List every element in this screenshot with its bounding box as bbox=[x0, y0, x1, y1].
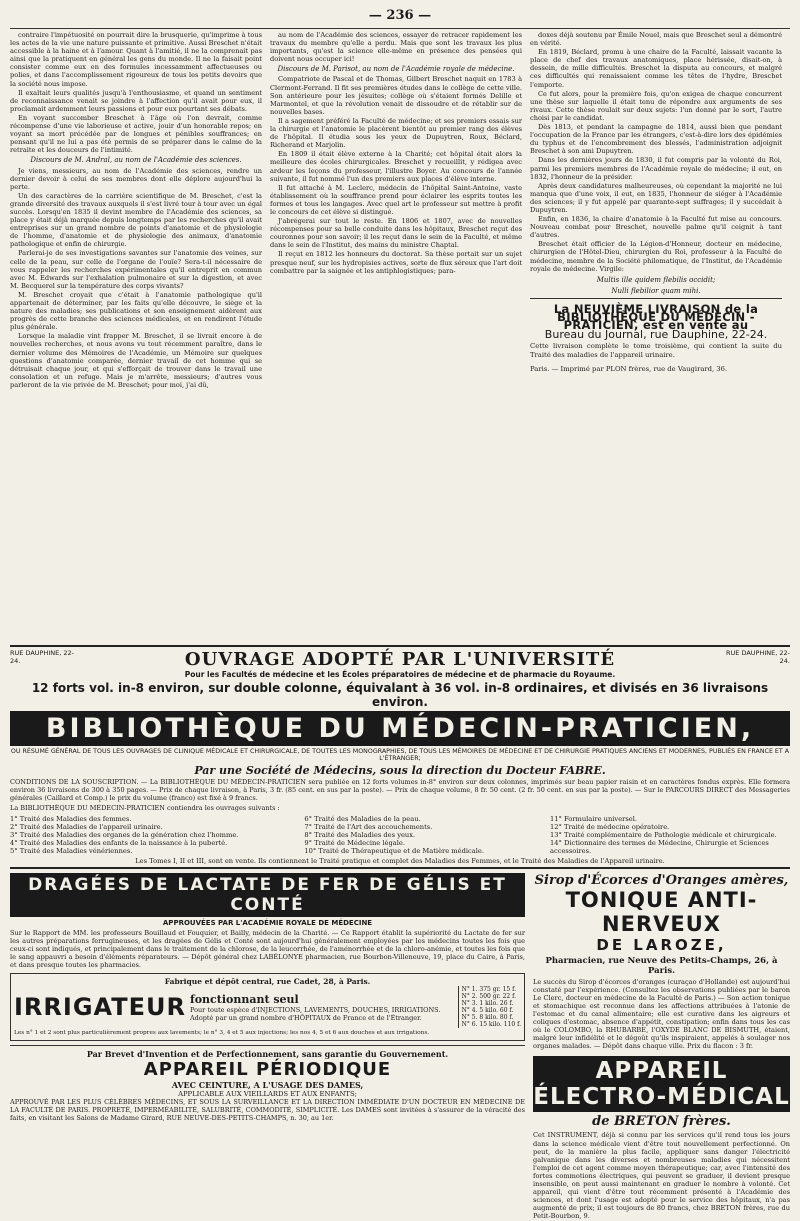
list-item: 5° Traité des Maladies vénériennes. bbox=[10, 847, 133, 856]
price-row: N° 1. 375 gr. 15 f. bbox=[461, 986, 517, 994]
ad-address-left: RUE DAUPHINE, 22-24. bbox=[10, 649, 74, 665]
ad-format: 12 forts vol. in-8 environ, sur double colonne, équivalant à 36 vol. in-8 ordinaires, et divisés en 36 livraisons environ. bbox=[31, 681, 769, 709]
paragraph: Parlerai-je de ses investigations savantes sur l'anatomie des veines, sur celle de la peau, sur celle de l'organe de l'ouïe? Sera-t-il nécessaire de vous rappeler les recherches expérimentales qu'il entreprit en commun avec M. Edwards sur l'exhalation pulmonaire et sur la digestion, et avec M. Becquerel sur la température des corps vivants? bbox=[10, 249, 262, 290]
list-item: 14° Dictionnaire des termes de Médecine, Chirurgie et Sciences accessoires. bbox=[550, 839, 769, 856]
ad-banner: BIBLIOTHÈQUE DU MÉDECIN-PRATICIEN, bbox=[10, 711, 790, 746]
column-left bbox=[10, 31, 262, 641]
paragraph: au nom de l'Académie des sciences, essayer de retracer rapidement les travaux du membre qu'elle a perdu. Mais que sont les travaux les plus importants, qu'est la science elle-même en présence des pensées qui doivent nous occuper ici! bbox=[270, 31, 522, 64]
ad-footer: Les Tomes I, II et III, sont en vente. Ils contiennent le Traité pratique et complet des Maladies des Femmes, et le Traité des Maladies de l'Appareil urinaire. bbox=[10, 857, 790, 869]
irrigateur-note: Les n° 1 et 2 sont plus particulièrement propres aux lavements; le n° 3, 4 et 5 aux injections; les nos 4, 5 et 6 aux douches et aux irrigations. bbox=[14, 1030, 430, 1037]
list-item: 4° Traité des Maladies des enfants de la naissance à la puberté. bbox=[10, 839, 228, 848]
latin-verse-2: Nulli flebilior quam mihi. bbox=[611, 286, 701, 295]
sirop-head: Sirop d'Écorces d'Oranges amères, bbox=[534, 872, 789, 888]
livraison-notice-text: Cette livraison complète le tome troisième, qui contient la suite du Traité des maladies de l'appareil urinaire. bbox=[530, 342, 782, 359]
ad-conditions: CONDITIONS DE LA SOUSCRIPTION. — La BIBLIOTHÈQUE DU MÉDECIN-PRATICIEN sera publiée en 12 forts volumes in-8° environ sur deux colonnes, imprimés sur beau papier raisin et en caractères fondus exprès. Elle formera environ 36 livraisons de 300 à 350 pages. — Prix de chaque livraison, à Paris, 3 fr. (85 cent. en sus par la poste). — Prix de chaque volume, 8 fr. 50 cent. (2 fr. 50 cent. en sus par la poste). — Sur le PARCOURS DIRECT des Messageries générales (Caillard et Comp.) le prix du volume (franco) est fixé à 9 francs. bbox=[10, 778, 790, 802]
appareil-title: APPAREIL PÉRIODIQUE bbox=[143, 1059, 392, 1081]
page-number: — 236 — bbox=[368, 8, 432, 23]
paragraph: Ce fut alors, pour la première fois, qu'on exigea de chaque concurrent une thèse sur laquelle il était tenu de répondre aux arguments de ses rivaux. Cette thèse roulait sur deux sujets: l'un donné par le sort, l'autre choisi par le candidat. bbox=[530, 89, 782, 122]
sirop-text: Le succès du Sirop d'écorces d'oranges (curaçao d'Hollande) est aujourd'hui constaté par l'expérience. (Consultez les observations publiées par le baron Le Clerc, docteur en médecine de la Faculté de Paris.) — Son action tonique et stomachique est reconnue dans les affections attribuées à l'atonie de l'estomac et du canal alimentaire; elle est curative dans les aigreurs et coliques d'estomac, absence d'appétit, constipation; enfin dans tous les cas où le COLOMBO, la RHUBARBE, l'OXYDE BLANC DE BISMUTH, étaient, malgré leur infidélité et le dégoût qu'ils inspiraient, appelés à soulager nos organes malades. — Dépôt dans chaque ville. Prix du flacon : 3 fr. bbox=[533, 977, 790, 1051]
dragees-banner: DRAGÉES DE LACTATE DE FER DE GÉLIS ET CONTÉ bbox=[10, 873, 525, 917]
paragraph: En 1819, Béclard, promu à une chaire de la Faculté, laissait vacante la place de chef des travaux anatomiques, place hérissée, disait-on, à dessein, de mille difficultés. Breschet la disputa au concours, et malgré ces difficultés qui renaissaient comme les têtes de l'hydre, Breschet l'emporte. bbox=[530, 48, 782, 89]
price-row: N° 4. 5 kilo. 60 f. bbox=[461, 1007, 514, 1015]
paragraph: Enfin, en 1836, la chaire d'anatomie à la Faculté fut mise au concours. Nouveau combat pour Breschet, nouvelle palme qu'il ceignit à tant d'autres. bbox=[530, 215, 782, 240]
paragraph: Breschet était officier de la Légion-d'Honneur, docteur en médecine, chirurgien de l'Hôtel-Dieu, chirurgien du Roi, professeur à la Faculté de médecine, membre de la Société philomatique, de l'Institut, de l'Académie royale de médecine. Virgile: bbox=[530, 240, 782, 273]
printer-imprint-text: Paris. — Imprimé par PLON frères, rue de Vaugirard, 36. bbox=[530, 365, 728, 374]
divider bbox=[530, 298, 782, 299]
top-rule bbox=[10, 28, 790, 29]
list-item: 3° Traité des Maladies des organes de la génération chez l'homme. bbox=[10, 831, 239, 840]
paragraph: Compatriote de Pascal et de Thomas, Gilbert Breschet naquit en 1783 à Clermont-Ferrand. Il fit ses premières études dans le collège de cette ville. Son antérieure pour les jésuites; collège où s'étaient formés Delille et Marmontel, et que la révolution venait de dissoudre et de rétablir sur de nouvelles bases. bbox=[270, 75, 522, 116]
irrigateur-body bbox=[14, 986, 521, 1028]
dragees-text: Sur le Rapport de MM. les professeurs Bouillaud et Fouquier, et Bailly, médecin de la Charité. — Ce Rapport établit la supériorité du Lactate de fer sur les autres préparations ferrugineuses, et les dragées de Gélis et Conté sont aujourd'hui généralement employées par les médecins toutes les fois que ceux-ci sont indiqués, et principalement dans le traitement de la chlorose, de la leucorrhée, de l'aménorrhée et de la chloro-anémie, et toutes les fois que le sang appauvri a besoin d'éléments réparateurs. — Dépôt général chez LABÉLONYE pharmacien, rue Bourbon-Villeneuve, 19, place du Caire, à Paris, et dans presque toutes les pharmacies. bbox=[10, 928, 525, 970]
advertisement-bibliotheque bbox=[10, 645, 790, 869]
paragraph: Dès 1813, et pendant la campagne de 1814, aussi bien que pendant l'occupation de la France par les étrangers, c'est-à-dire lors des épidémies du typhus et de l'encombrement des blessés, l'administration adjoignit Breschet à son ami Dupuytren. bbox=[530, 123, 782, 156]
contents-list-1 bbox=[10, 815, 238, 856]
ad-header bbox=[10, 649, 790, 670]
paragraph: contraire l'impétuosité on pourrait dire la brusquerie, qu'imprime à tous les actes de la vie une nature puissante et primitive. Aussi Breschet n'était accessible à la haine et à l'amour. Quant à l'amitié, il ne la comprenait pas ainsi que la pratiquent en général les gens du monde. Il ne la faisait point consister comme eux en des formules incessamment affectueuses ou polies, et dans l'accomplissement rigoureux de tous les petits devoirs que la société nous impose. bbox=[10, 31, 262, 88]
irrigateur-ad bbox=[10, 973, 525, 1041]
paragraph: Après deux candidatures malheureuses, où cependant la majorité ne lui manqua que d'une voix, il eut, en 1835, l'honneur de siéger à l'Académie des sciences; il y fut appelé par quarante-sept suffrages; il y succédait à Dupuytren. bbox=[530, 181, 782, 214]
breton-freres: de BRETON frères. bbox=[592, 1114, 731, 1130]
paragraph: M. Breschet croyait que c'était à l'anatomie pathologique qu'il appartenait de déterminer, par les faits qu'elle découvre, le siège et la nature des maladies; ses publications et son enseignement aidèrent aux progrès de cette branche des sciences médicales, et en rendirent l'étude plus générale. bbox=[10, 290, 262, 332]
paragraph: doxes déjà soutenu par Émile Nouel, mais que Breschet seul a démontré en vérité. bbox=[530, 31, 782, 48]
paragraph: En voyant succomber Breschet à l'âge où l'on devrait, comme récompense d'une vie laborieuse et active, jouir d'un honorable repos; en voyant sa mort précédée par de longues et pénibles souffrances; en pensant qu'il ne lui a pas été permis de se préparer dans le calme de la retraite et les douceurs de l'intimité. bbox=[10, 113, 262, 155]
list-item: 11° Formulaire universel. bbox=[550, 814, 638, 823]
list-item: 7° Traité de l'Art des accouchements. bbox=[304, 822, 433, 831]
sirop-maker: DE LAROZE, bbox=[596, 935, 727, 954]
sirop-title: TONIQUE ANTI-NERVEUX bbox=[565, 887, 758, 936]
contents-list-3 bbox=[550, 815, 790, 856]
paragraph: En 1809 il était élève externe à la Charité; cet hôpital était alors la meilleure des écoles chirurgicales. Breschet y recueillit, y rédigea avec ardeur les leçons du professeur, l'illustre Boyer. Au concours de l'année suivante, il fut nommé l'un des premiers aux places d'élève interne. bbox=[270, 150, 522, 183]
paragraph: Il reçut en 1812 les honneurs du doctorat. Sa thèse portait sur un sujet presque neuf, sur les hydropisies actives, sorte de flux séreux que l'art doit combattre par la saignée et les antiphlogistiques; para- bbox=[270, 250, 522, 275]
list-item: 6° Traité des Maladies de la peau. bbox=[304, 814, 421, 823]
list-item: 9° Traité de Médecine légale. bbox=[304, 839, 405, 848]
sirop-address: Pharmacien, rue Neuve des Petits-Champs, 26, à Paris. bbox=[545, 955, 778, 976]
electro-text: Cet INSTRUMENT, déjà si connu par les services qu'il rend tous les jours dans la science médicale vient d'être tout nouvellement perfectionné. On peut, de la manière la plus facile, appliquer sans danger l'électricité galvanique dans les diverses et nombreuses maladies qui nécessitent l'emploi de cet agent comme moyen thérapeutique; car, avec l'intensité des fortes commotions électriques, qui peuvent se graduer, il devient presque insensible, on peut aussi maintenant en graduer le nombre à volonté. Cet appareil, qui vient d'être tout récemment présenté à l'Académie des sciences, et dont l'usage est adopté pour le service des hôpitaux, n'a pas augmenté de prix; il est toujours de 80 francs, chez BRETON frères, rue du Petit-Bourbon, 9. bbox=[533, 1131, 790, 1221]
paragraph: Je viens, messieurs, au nom de l'Académie des sciences, rendre un dernier devoir à celui de ses membres dont elle déplore aujourd'hui la perte. bbox=[10, 166, 262, 191]
livraison-notice-address: Bureau du Journal, rue Dauphine, 22-24. bbox=[544, 328, 768, 342]
dragees-approval: APPROUVÉES PAR L'ACADÉMIE ROYALE DE MÉDECINE bbox=[162, 918, 373, 927]
ad-contents-intro: La BIBLIOTHÈQUE DU MÉDECIN-PRATICIEN contiendra les ouvrages suivants : bbox=[10, 803, 280, 812]
ad-address-right: RUE DAUPHINE, 22-24. bbox=[726, 649, 790, 665]
ad-subtitle: Pour les Facultés de médecine et les Écoles préparatoires de médecine et de pharmacie du Royaume. bbox=[184, 670, 616, 679]
paragraph: Il fut attaché à M. Leclerc, médecin de l'hôpital Saint-Antoine, vaste établissement où la souffrance prend pour éclairer les esprits toutes les formes et tous les langages. Avec quel art le professeur sut mettre à profit le concours de cet élève si distingué. bbox=[270, 183, 522, 216]
appareil-sub2: APPLICABLE AUX VIEILLARDS ET AUX ENFANTS; bbox=[178, 1090, 357, 1099]
irrigateur-name: IRRIGATEUR bbox=[14, 993, 186, 1022]
list-item: 8° Traité des Maladies des yeux. bbox=[304, 831, 416, 840]
paragraph: Un des caractères de la carrière scientifique de M. Breschet, c'est la grande diversité des travaux auxquels il s'est livré tour à tour avec un égal succès. Lorsqu'en 1835 il devint membre de l'Académie des sciences, sa place y était déjà marquée depuis longtemps par les recherches qu'il avait entreprises sur un grand nombre de points d'anatomie et de physiologie de l'homme, d'anatomie et de physiologie des animaux, d'anatomie pathologique et enfin de chirurgie. bbox=[10, 191, 262, 249]
list-item: 13° Traité complémentaire de Pathologie médicale et chirurgicale. bbox=[550, 831, 777, 840]
lower-right-ads bbox=[533, 873, 790, 1221]
irrigateur-head: Fabrique et dépôt central, rue Cadet, 28, à Paris. bbox=[164, 977, 371, 987]
column-middle bbox=[270, 31, 522, 641]
printer-imprint bbox=[530, 365, 782, 373]
list-item: 12° Traité de médecine opératoire. bbox=[550, 822, 670, 831]
section-heading: Discours de M. Andral, au nom de l'Académie des sciences. bbox=[30, 156, 242, 165]
appareil-text: APPROUVÉ PAR LES PLUS CÉLÈBRES MÉDECINS, ET SOUS LA SURVEILLANCE ET LA DIRECTION IMMÉDIATE D'UN DOCTEUR EN MÉDECINE DE LA FACULTÉ DE PARIS. PROPRETÉ, IMPERMÉABILITÉ, SALUBRITÉ, COMMODITÉ, SIMPLICITÉ. Les DAMES sont invitées à s'assurer de la véracité des faits, en visitant les Salons de Madame Girard, RUE NEUVE-DES-PETITS-CHAMPS, n. 30, au 1er. bbox=[10, 1098, 525, 1123]
irrigateur-center bbox=[190, 993, 454, 1022]
list-item: 10° Traité de Thérapeutique et de Matière médicale. bbox=[304, 847, 484, 856]
price-row: N° 6. 15 kilo. 110 f. bbox=[461, 1021, 521, 1029]
appareil-periodique-ad bbox=[10, 1045, 525, 1122]
livraison-notice-title: La NEUVIÈME LIVRAISON de la BIBLIOTHÈQUE DU MÉDECIN - PRATICIEN, est en vente au bbox=[553, 301, 759, 333]
list-item: 1° Traité des Maladies des femmes. bbox=[10, 814, 132, 823]
price-row: N° 3. 1 kilo. 26 f. bbox=[461, 1000, 514, 1008]
paragraph: Lorsque la maladie vint frapper M. Breschet, il se livrait encore à de nouvelles recherches, et nous avons vu tout récemment paraître, dans le dernier volume des Mémoires de l'Académie, un Mémoire sur quelques questions d'anatomie comparée, dernier travail de cet homme qui se détruisait chaque jour, et qui s'efforçait de trouver dans le travail une consolation et un refuge. Mais je m'arrête, messieurs; d'autres vous parleront de la vie privée de M. Breschet; pour moi, j'ai dû, bbox=[10, 332, 262, 389]
column-right bbox=[530, 31, 782, 641]
irrigateur-left bbox=[14, 993, 186, 1021]
contents-list-2 bbox=[304, 815, 484, 856]
ad-summary: OU RÉSUMÉ GÉNÉRAL DE TOUS LES OUVRAGES DE CLINIQUE MÉDICALE ET CHIRURGICALE, DE TOUTES LES MONOGRAPHIES, DE TOUS LES MÉMOIRES DE MÉDECINE ET DE CHIRURGIE PRATIQUES ANCIENS ET MODERNES, PUBLIÉS EN FRANCE ET A L'ÉTRANGER; bbox=[10, 748, 790, 762]
ad-society: Par une Société de Médecins, sous la direction du Docteur FABRE. bbox=[194, 764, 606, 777]
irrigateur-desc: Pour toute espèce d'INJECTIONS, LAVEMENTS, DOUCHES, IRRIGATIONS. Adopté par un grand nombre d'HÔPITAUX de France et de l'Étranger. bbox=[189, 1005, 441, 1022]
article-columns bbox=[10, 31, 790, 641]
list-item: 2° Traité des Maladies de l'appareil urinaire. bbox=[10, 822, 163, 831]
appareil-sub1: AVEC CEINTURE, A L'USAGE DES DAMES, bbox=[171, 1080, 364, 1091]
lower-advertisements bbox=[10, 873, 790, 1221]
paragraph: Il a sagement préféré la Faculté de médecine; et ses premiers essais sur la chirurgie et l'anatomie le placèrent bientôt au premier rang des élèves de l'hôpital. Il étudia sous les yeux de Dupuytren, Roux, Béclard, Richerand et Marjolin. bbox=[270, 116, 522, 150]
price-row: N° 5. 8 kilo. 80 f. bbox=[461, 1014, 514, 1022]
price-row: N° 2. 500 gr. 22 f. bbox=[461, 993, 517, 1001]
ad-title: OUVRAGE ADOPTÉ PAR L'UNIVERSITÉ bbox=[184, 649, 616, 670]
irrigateur-price-table bbox=[458, 986, 521, 1028]
irrigateur-tag: fonctionnant seul bbox=[189, 992, 299, 1006]
paragraph: Dans les dernières jours de 1830, il fut compris par la volonté du Roi, parmi les premiers membres de l'Académie royale de médecine; il eut, en 1832, l'honneur de la présider. bbox=[530, 156, 782, 181]
section-heading: Discours de M. Parisot, au nom de l'Académie royale de médecine. bbox=[277, 65, 515, 74]
latin-verse-1: Multis ille quidem flebilis occidit; bbox=[596, 275, 716, 284]
electro-medical-banner: APPAREIL ÉLECTRO-MÉDICAL bbox=[533, 1058, 790, 1111]
lower-left-ads bbox=[10, 873, 525, 1221]
appareil-patent: Par Brevet d'Invention et de Perfectionnement, sans garantie du Gouvernement. bbox=[86, 1049, 449, 1060]
paragraph: J'abrégerai sur tout le reste. En 1806 et 1807, avec de nouvelles récompenses pour sa belle conduite dans les hôpitaux, Breschet reçut des couronnes pour son savoir; il les reçut dans le sein de la Faculté, et même dans le sein de l'Institut, des mains du ministre Chaptal. bbox=[270, 217, 522, 250]
ad-contents-lists bbox=[10, 815, 790, 856]
paragraph: Il exaltait leurs qualités jusqu'à l'enthousiasme, et quand un sentiment de reconnaissance venait se joindre à l'affection qu'il avait pour eux, il proclamait ardemment leurs passions et pour eux pourtant ses débats. bbox=[10, 88, 262, 113]
